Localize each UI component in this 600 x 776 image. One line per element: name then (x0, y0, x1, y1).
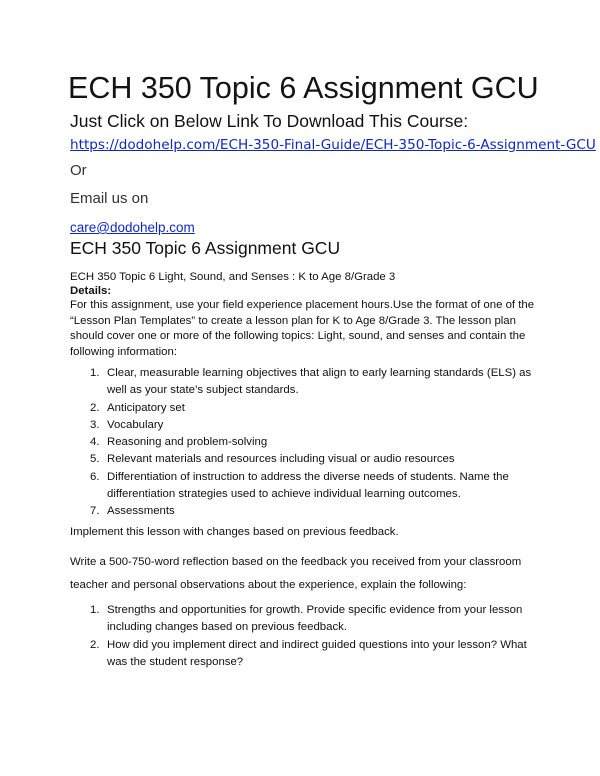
download-link[interactable]: https://dodohelp.com/ECH-350-Final-Guide/ECH-350-Topic-6-Assignment-GCU (70, 137, 596, 153)
implement-text: Implement this lesson with changes based on previous feedback. (70, 526, 399, 538)
reflection-list (70, 602, 540, 671)
email-prompt: Email us on (70, 190, 149, 207)
list-item: 1. Clear, measurable learning objectives that align to early learning standards (ELS) as well as your state’s subject standards. (90, 367, 532, 397)
course-line: ECH 350 Topic 6 Light, Sound, and Senses : K to Age 8/Grade 3 (70, 271, 396, 283)
list-item: 2. Anticipatory set (90, 401, 185, 414)
email-link[interactable]: care@dodohelp.com (70, 220, 195, 235)
list-item: 5. Relevant materials and resources including visual or audio resources (90, 453, 455, 466)
list-item: 2. How did you implement direct and indirect guided questions into your lesson? What was the student response? (90, 638, 527, 668)
list-item: 6. Differentiation of instruction to address the diverse needs of students. Name the differentiation strategies used to achieve individual learning outcomes. (90, 470, 509, 501)
list-item: 4. Reasoning and problem-solving (90, 436, 268, 449)
reflection-instructions: Write a 500-750-word reflection based on the feedback you received from your classroom teacher and personal observations about the experience, explain the following: (70, 556, 522, 591)
download-instruction: Just Click on Below Link To Download This Course: (70, 111, 469, 131)
page-title: ECH 350 Topic 6 Assignment GCU (68, 71, 539, 105)
list-item: 1. Strengths and opportunities for growth. Provide specific evidence from your lesson including changes based on previous feedback. (90, 604, 523, 634)
list-item: 7. Assessments (90, 505, 175, 518)
details-label: Details: (70, 285, 112, 297)
requirements-list (70, 365, 540, 521)
details-text: For this assignment, use your field experience placement hours.Use the format of one of the “Lesson Plan Templates” to create a lesson plan for K to Age 8/Grade 3. The lesson plan should cover one or more of the following topics: Light, sound, and senses and contain the following information: (70, 299, 535, 358)
section-title: ECH 350 Topic 6 Assignment GCU (70, 238, 341, 258)
or-text: Or (70, 162, 87, 179)
list-item: 3. Vocabulary (90, 418, 164, 431)
